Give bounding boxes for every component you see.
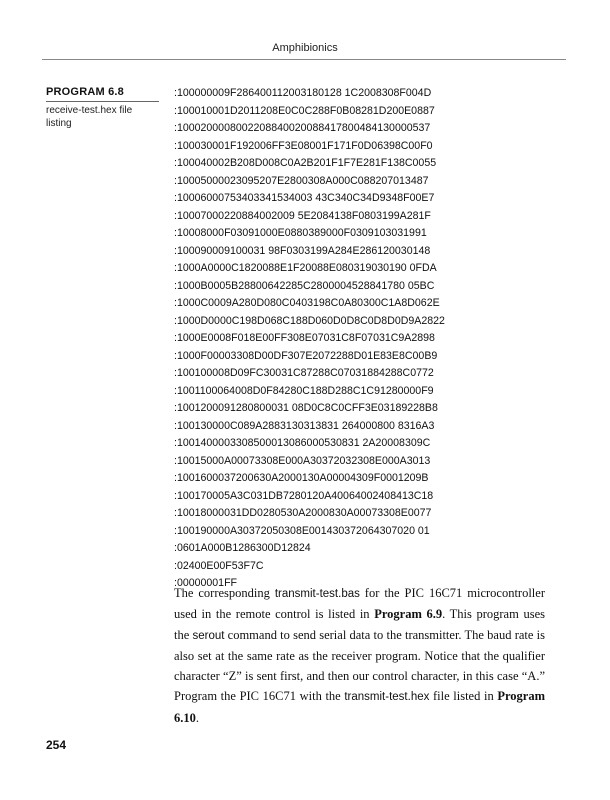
hex-line: :02400E00F53F7C — [174, 559, 264, 572]
program-caption: receive-test.hex file listing — [46, 105, 133, 129]
filename-transmit-test-bas: transmit-test.bas — [274, 588, 360, 600]
page-number: 254 — [46, 738, 67, 752]
para-text-6: . — [195, 710, 199, 725]
hex-line: :100100008D09FC30031C87288C07031884288C0772 — [174, 367, 434, 379]
para-text-4: command to send serial data to the transmitter. The baud rate is also set at the same rate as the receiver program. Notice that the qualifier character “Z” is sent first, and then our control character, in this case “A.” Program the PIC 16C71 with the — [174, 627, 545, 704]
hex-line: :1001100064008D0F84280C188D288C1C91280000F9 — [174, 384, 434, 397]
hex-line: :10005000023095207E2800308A000C088207013487 — [174, 174, 429, 187]
command-serout: serout — [192, 629, 225, 642]
hex-line: :100190000A30372050308E001430372064307020 01 — [174, 524, 430, 537]
hex-listing — [174, 85, 445, 593]
program-label-rule — [46, 101, 159, 102]
hex-line: :00000001FF — [174, 577, 238, 589]
hex-line: :100090009100031 98F0303199A284E286120030148 — [174, 244, 431, 257]
hex-line: :1001400003308500013086000530831 2A20008309C — [174, 437, 431, 449]
para-text-5: file listed in — [429, 689, 498, 704]
program-reference-6-10: Program 6.10 — [174, 689, 545, 725]
program-reference-6-9: Program 6.9 — [374, 607, 443, 622]
hex-line: :10006000753403341534003 43C340C34D9348F00E7 — [174, 192, 435, 204]
hex-line: :100040002B208D008C0A2B201F1F7E281F138C0055 — [174, 157, 437, 169]
hex-line: :10018000031DD0280530A2000830A00073308E0077 — [174, 507, 432, 519]
filename-transmit-test-hex: transmit-test.hex — [344, 691, 430, 704]
hex-line: :1001600037200630A2000130A00004309F0001209B — [174, 472, 429, 484]
hex-line: :1000F00003308D00DF307E2072288D01E83E8C00B9 — [174, 349, 438, 362]
hex-line: :100030001F192006FF3E08001F171F0D06398C00F0 — [174, 139, 433, 152]
hex-line: :100000009F286400112003180128 1C2008308F004D — [174, 87, 432, 99]
program-label: PROGRAM 6.8 — [46, 86, 124, 98]
hex-line: :1000B0005B28800642285C2800004528841780 05BC — [174, 279, 435, 292]
hex-line: :1000C0009A280D080C0403198C0A80300C1A8D062E — [174, 297, 440, 309]
header-rule — [42, 59, 566, 60]
para-text-1: The corresponding — [174, 586, 275, 600]
hex-line: :1000A0000C1820088E1F20088E080319030190 0FDA — [174, 262, 437, 274]
hex-line: :10007000220884002009 5E2084138F0803199A281F — [174, 209, 431, 222]
hex-line: :10008000F03091000E0880389000F0309103031991 — [174, 227, 427, 239]
hex-line: :100130000C089A2883130313831 264000800 8316A3 — [174, 419, 435, 432]
para-text-3: . This program uses the — [174, 607, 545, 642]
hex-line: :100170005A3C031DB7280120A40064002408413C18 — [174, 489, 434, 502]
hex-line: :1000200008002208840020088417800484130000537 — [174, 122, 431, 134]
hex-line: :100010001D2011208E0C0C288F0B08281D200E0887 — [174, 104, 435, 117]
running-header: Amphibionics — [272, 42, 338, 54]
hex-line: :10015000A00073308E000A30372032308E000A3013 — [174, 454, 431, 467]
hex-line: :1001200091280800031 08D0C8C0CFF3E03189228B8 — [174, 402, 438, 414]
hex-line: :0601A000B1286300D12824 — [174, 542, 311, 554]
hex-line: :1000E0008F018E00FF308E07031C8F07031C9A2898 — [174, 332, 435, 344]
hex-line: :1000D0000C198D068C188D060D0D8C0D8D0D9A2822 — [174, 314, 445, 327]
para-text-2: for the PIC 16C71 microcontroller used in the remote control is listed in — [174, 586, 545, 622]
body-paragraph — [174, 583, 545, 728]
